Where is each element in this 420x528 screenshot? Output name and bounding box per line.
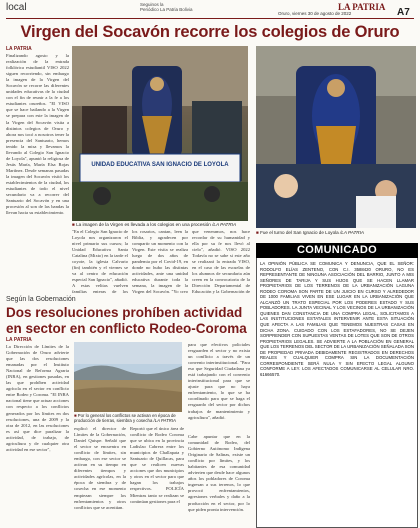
article-2-column-3: Reportó que el único área de conflicto de Rodeo Coroma que se ubica en la provincia Ladislao Cabrera entre los municipios de Challapata y Santuario de Quillacas, para que se realicen nuevas acciones que dos municipios y otros en el sector para que hagan los trabajos respectivos. POLICÍA Mientras tanto se realizan se continúan gestiones para el bbox=[130, 426, 184, 504]
article-1-column-4: que veneramos, nos hace recordar de su humanidad y ella por su fe nos llevó al cielo", añadió. VISO 2022 Todavía no se sabe si este año se realizará la entrada VISO, en el caso de las escuelas de los alumnos de secundaria aún creen en la convocatoria de la Dirección Departamental de Educación y la Gobernación de bbox=[192, 229, 250, 295]
procession-photo-caption bbox=[72, 222, 250, 227]
san-ignacio-caption bbox=[256, 230, 416, 235]
social-line bbox=[140, 2, 193, 12]
section-label: local bbox=[6, 2, 27, 13]
caption-marker: ■ bbox=[256, 230, 261, 235]
article-2-byline: LA PATRIA bbox=[6, 337, 32, 343]
comunicado-body: LA OPINIÓN PÚBLICA SE COMUNICA Y DENUNCIA, QUE EL SEÑOR: RODOLFO ELÍAS ZENTENO, CON C.I. 3588420 ORURO, NO ES REPRESENTANTE DE NINGUNA ASOCIACIÓN DEL BARRIO, JUNTO A MIS SEÑORES DE TARIJA Y SUS HIJOS QUE SE HACEN LLAMAR PROPIETARIOS DE LOS TERRENOS DE LA URBANIZACIÓN LAGUNA RODEO COROMA SON PARTE DE UN JUICIO EN CURSO Y ALREDEDOR DE 1000 FAMILIAS VIVEN EN ESE LUGAR EN LA URBANIZACIÓN QUE ALCANZÓ UN TRATO ESPECIAL POR LOS PODERES ESTADO Y SUS POBLADORES. LA JUNTA VECINAL Y LOS VECINOS DE LA URBANIZACIÓN QUIENES DAN CONSTANCIA DE UNA COMPRA LEGAL, SOLICITAMOS A LAS INSTITUCIONES ESTATALES INTERVENIR ANTE ESTA SITUACIÓN QUE AFECTA A LAS FAMILIAS QUE TENEMOS NUESTRAS CASAS EN DICHA ZONA. CUIDADO CON LOS ESTAFADORES, NO SE DEJEN SORPRENDER CON SUPUESTAS VENTAS DE LOTES QUE SON DE OTROS PROPIETARIOS LEGALES. SE ADVIERTE A LA POBLACIÓN EN GENERAL QUE LOS TERRENOS DEL SECTOR DE LA URBANIZACIÓN SEÑALADA SON DE PROPIEDAD PRIVADA DEBIDAMENTE REGISTRADOS EN DERECHOS REALES Y CUALQUIER COMPRA SIN LA DOCUMENTACIÓN CORRESPONDIENTE SERÁ NULA Y SIN EFECTO LEGAL ALGUNO CONFORME A LEY. LOS AFECTADOS COMUNICARSE AL CELULAR NRO. 61666570. bbox=[260, 261, 414, 377]
social-line-2: Periódico La Patria Bolivia bbox=[140, 7, 193, 12]
caption-credit: /LA PATRIA bbox=[340, 230, 364, 235]
newspaper-logo: LA PATRIA bbox=[338, 2, 386, 12]
procession-photo bbox=[72, 46, 248, 221]
caption-marker: ■ bbox=[72, 222, 77, 227]
page-number: A7 bbox=[397, 7, 410, 18]
issue-date: Oruro, viernes 30 de agosto de 2022 bbox=[278, 11, 352, 16]
article-2-column-2: explicó el director de Límites de la Gobernación, Daniel Quispe. Señaló que el sector se encuentra en conflicto de límites, sin embargo, con ese sector se activan en su tiempo en diferentes tiempos y actividades agrícolas, en la época de siembra y de cosecha en ese momento empiezan siempre los enfrentamientos y otros conflictos que se acentúan. bbox=[74, 426, 126, 510]
rodeo-coroma-caption bbox=[74, 413, 184, 423]
san-ignacio-photo-art bbox=[256, 46, 416, 228]
caption-credit: /LA PATRIA bbox=[212, 222, 237, 227]
article-2-column-4: para que efectivos policiales resguarden el sector y no exista un conflicto a través de un convenio interinstitucional. "Para eso que Seguridad Ciudadana ya está trabajando con el convenio interinstitucional para que se ajuste para que no haya enfrentamiento, lo que se ha coordinado para que se haga el resguardo del sector por dichos trabajos de mantenimiento y agricultura", añadió. bbox=[188, 342, 250, 420]
article-2-column-5: Cabe apuntar que en la comunidad de Rodeo, del Gobierno Autónomo Indígena Originario de Salinas, existe un conflicto por límites, y los habitantes de esa comunidad advierten que desde hace algunos años los pobladores de Coroma ingresan a sus terrenos, lo que provocó enfrentamientos, agresiones verbales y daño a la producción en el sector, por lo que piden pronta intervención. bbox=[188, 434, 250, 512]
article-1-column-2: "En el Colegio San Ignacio de Loyola nos organizaron el nivel primario sus cursos; la Unidad Educativa Santa Catalina (Mixto) en la tarde el coyote, la iglesia Calvario (fin) también y el viernes se va al centro de educación especial San Ignacio", añadió. A estas velitas vuelven familias enteras de los bbox=[72, 229, 128, 295]
article-2-column-1: La Dirección de Límites de la Gobernación de Oruro advierte que las dos resoluciones emanadas por el Instituto Nacional de Reforma Agraria (INRA), en gestiones pasadas, en las que prohíben actividad agrícola en el sector en conflicto entre Rodeo y Coroma. "El INRA nacional tiene que actuar acciones con respecto a los conflictos generados por los límites en dos resoluciones, una de 2009 y la otra de 2012, en las resoluciones es así que dice paralizar la actividad, de trabajo, de agricultura y de cualquier otra actividad en ese sector", bbox=[6, 344, 69, 452]
caption-text: Fue el turno del San Ignacio de Loyola bbox=[260, 230, 339, 235]
rodeo-coroma-photo-art bbox=[74, 342, 182, 412]
photo-banner-text: UNIDAD EDUCATIVA SAN IGNACIO DE LOYOLA bbox=[91, 162, 229, 168]
procession-photo-art bbox=[72, 46, 248, 221]
caption-credit: /LA PATRIA bbox=[153, 418, 176, 423]
article-2-headline: Dos resoluciones prohíben actividad en sector en conflicto Rodeo-Coroma bbox=[6, 305, 247, 336]
rodeo-coroma-photo bbox=[74, 342, 182, 412]
header-rule bbox=[6, 18, 414, 19]
article-2-kicker: Según la Gobernación bbox=[6, 296, 76, 303]
comunicado-title: COMUNICADO bbox=[256, 243, 418, 258]
caption-text: Por lo general los conflictos se activan en época de producción de tierras, siembra y cosecha bbox=[74, 413, 176, 423]
caption-text: La imagen de la Virgen es llevada a los colegios en una procesión bbox=[76, 222, 211, 227]
article-1-column-1: Finalizando agosto y la realización de la entrada folklórica estudiantil VISO 2022 siguen recorriendo, sin embargo la imagen de la Virgen del Socavón se recorre las diferentes unidades educativas de la ciudad con el fin de reunir a la fe a los estudiantes orureños. "El VISO que se hace bailando a la Virgen se prepara con este la imagen de la Virgen del Socavón visita a distintos colegios de Oruro y ahora nos tocó a nosotros tener la presencia del Santuario, hemos tenido la misa y llevamos la llevando al Colegio San Ignacio de Loyola", apuntó la religiosa de Jesús María, María Elsa Rojas Martínez. Desde semanas pasadas la imagen del Socavón visitó los establecimientos de la ciudad, los estudiantes de todo el nivel secundario va a recorrer del Santuario del Socavón y en una procesión al son de las bandas la llevan hacia su establecimiento. bbox=[6, 53, 69, 216]
social-line-1: Seguinos la bbox=[140, 2, 164, 7]
caption-marker: ■ bbox=[74, 413, 78, 418]
article-1-byline: LA PATRIA bbox=[6, 46, 32, 52]
article-1-headline: Virgen del Socavón recorre los colegios de Oruro bbox=[20, 23, 400, 41]
san-ignacio-photo bbox=[256, 46, 416, 228]
article-1-column-3: los rosarios, cantan, leen la Biblia, y agradecen por compartir un momento con la Virgen. Este visita se realiza luego de dos años de pandemia por el Covid-19, en donde no hubo las distintas actividades, ante una unidad educativa durante toda la semana, la imagen de la Virgen del Socavón. "Yo creo bbox=[132, 229, 188, 295]
